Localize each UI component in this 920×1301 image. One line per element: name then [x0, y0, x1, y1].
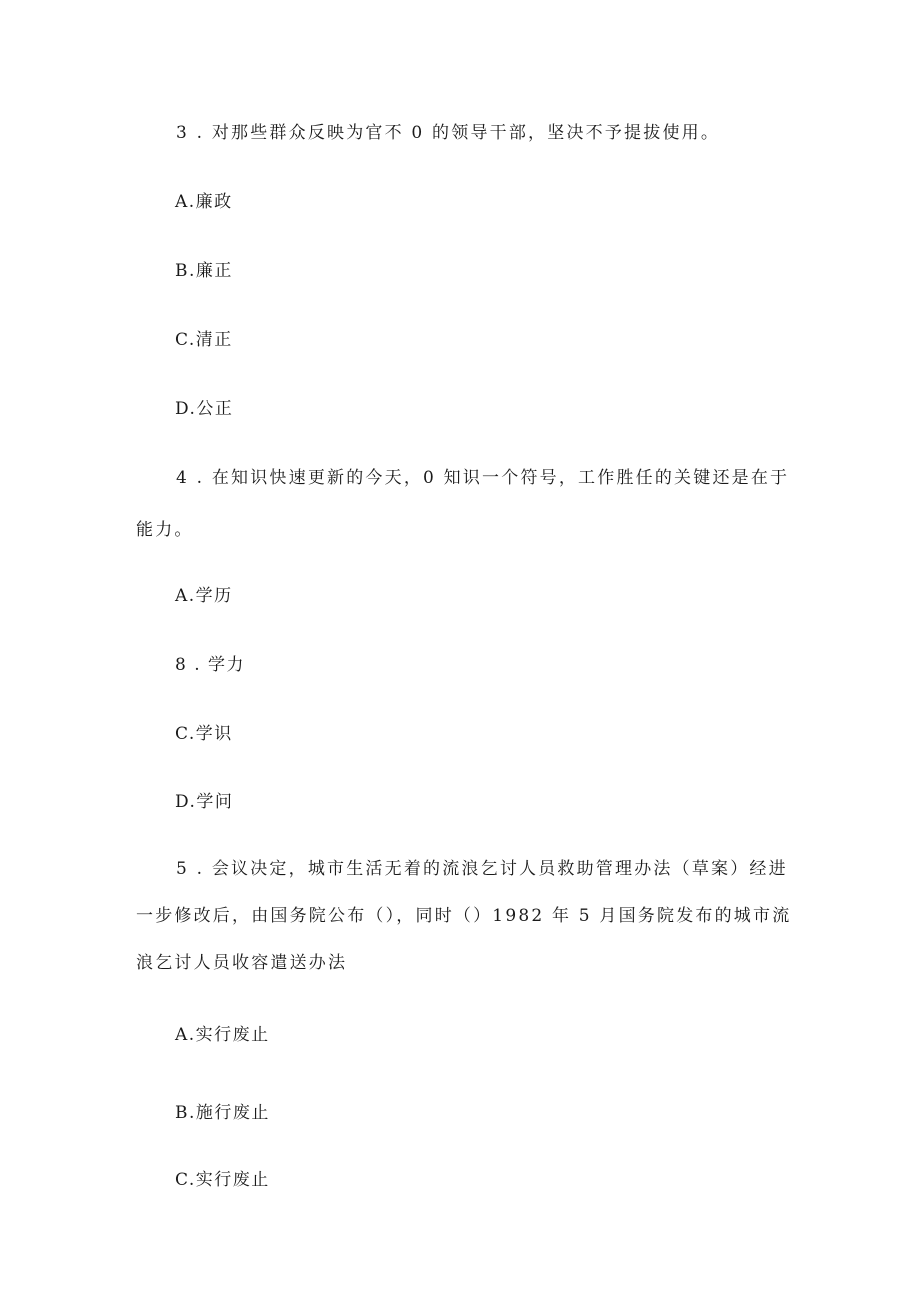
question-4-option-a: A.学历 [175, 586, 233, 606]
question-4-option-d: D.学问 [175, 792, 234, 812]
question-3-option-d: D.公正 [175, 399, 234, 419]
question-3-option-b: B.廉正 [175, 261, 233, 281]
question-3-stem: 3 . 对那些群众反映为官不 0 的领导干部，坚决不予提拔使用。 [176, 123, 721, 143]
question-4-stem: 4 . 在知识快速更新的今天，0 知识一个符号，工作胜任的关键还是在于能力。 [136, 468, 790, 540]
question-5-stem: 5 . 会议决定，城市生活无着的流浪乞讨人员救助管理办法（草案）经进一步修改后，由国务院公布（），同时（）1982 年 5 月国务院发布的城市流浪乞讨人员收容遣送办法 [136, 859, 792, 973]
question-3-option-a: A.廉政 [175, 192, 233, 212]
question-4-option-c: C.学识 [175, 724, 233, 744]
question-5-option-a: A.实行废止 [175, 1025, 270, 1045]
question-3-option-c: C.清正 [175, 330, 233, 350]
question-5-option-b: B.施行废止 [175, 1103, 270, 1123]
question-4-option-b: 8 . 学力 [175, 655, 246, 675]
question-5-option-c: C.实行废止 [175, 1170, 270, 1190]
